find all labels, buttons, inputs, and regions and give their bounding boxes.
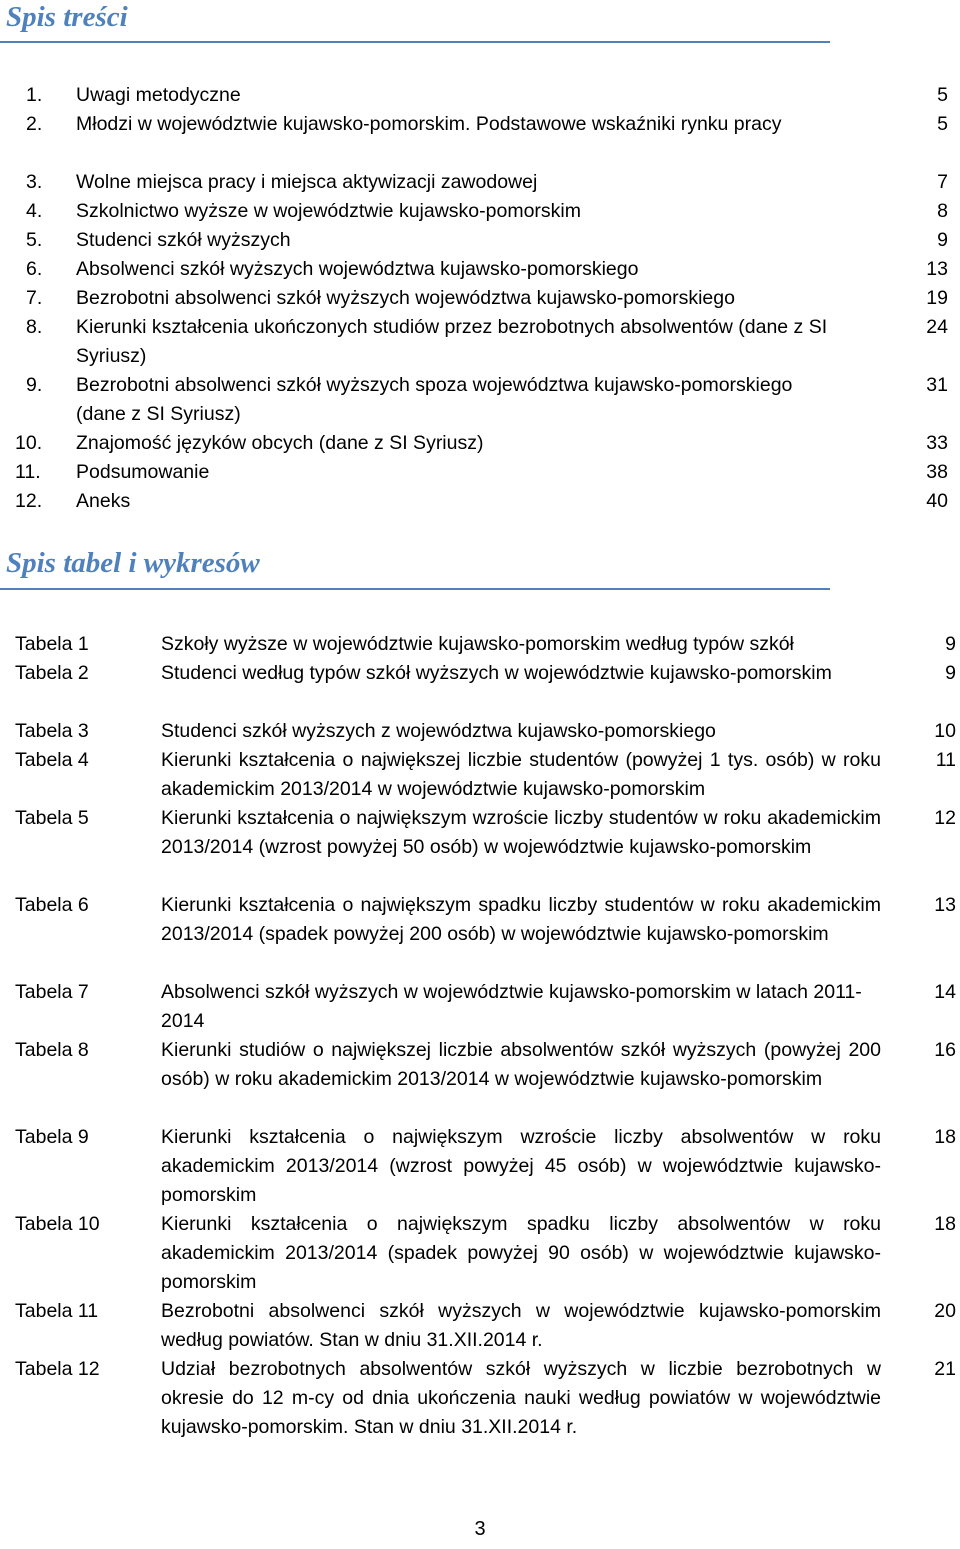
toc-item-title: Studenci szkół wyższych: [76, 229, 291, 251]
table-list-title: Studenci szkół wyższych z województwa kujawsko-pomorskiego: [161, 720, 716, 742]
toc-item-number: 3.: [26, 171, 43, 193]
toc-item-number: 10.: [15, 432, 43, 454]
toc-item-page: 24: [926, 316, 948, 338]
toc-item-title: Aneks: [76, 490, 131, 512]
table-list-title: Szkoły wyższe w województwie kujawsko-pomorskim według typów szkół: [161, 633, 794, 655]
table-list-page: 9: [945, 633, 956, 655]
toc-item-number: 9.: [26, 374, 43, 396]
table-list-label: Tabela 5: [15, 807, 89, 829]
table-list-page: 12: [934, 807, 956, 829]
table-list-page: 16: [934, 1039, 956, 1061]
table-list-page: 10: [934, 720, 956, 742]
table-list-title: Absolwenci szkół wyższych w województwie kujawsko-pomorskim w latach 2011-2014: [161, 981, 862, 1032]
table-list-label: Tabela 2: [15, 662, 89, 684]
table-list-page: 18: [934, 1126, 956, 1148]
toc-item-number: 11.: [15, 461, 41, 483]
toc-item-number: 7.: [26, 287, 43, 309]
toc-item-title: Szkolnictwo wyższe w województwie kujawsko-pomorskim: [76, 200, 581, 222]
toc-item-page: 13: [926, 258, 948, 280]
table-list-page: 20: [934, 1300, 956, 1322]
table-list-label: Tabela 6: [15, 894, 89, 916]
table-list-title: Kierunki kształcenia o największym spadku liczby studentów w roku akademickim 2013/2014 (spadek powyżej 200 osób) w województwie kujawsko-pomorskim: [161, 894, 881, 945]
tables-heading: Spis tabel i wykresów: [6, 547, 260, 579]
table-list-label: Tabela 3: [15, 720, 89, 742]
toc-item-title: Kierunki kształcenia ukończonych studiów przez bezrobotnych absolwentów (dane z SI Syriusz): [76, 316, 828, 367]
toc-item-title: Uwagi metodyczne: [76, 84, 241, 106]
toc-item-number: 8.: [26, 316, 43, 338]
toc-item-title: Znajomość języków obcych (dane z SI Syriusz): [76, 432, 484, 454]
toc-item-page: 33: [926, 432, 948, 454]
table-list-label: Tabela 11: [15, 1300, 99, 1322]
table-list-page: 18: [934, 1213, 956, 1235]
toc-item-page: 7: [937, 171, 948, 193]
table-list-label: Tabela 10: [15, 1213, 100, 1235]
toc-item-number: 1.: [26, 84, 43, 106]
toc-item-page: 31: [926, 374, 948, 396]
toc-item-page: 9: [937, 229, 948, 251]
table-list-title: Udział bezrobotnych absolwentów szkół wyższych w liczbie bezrobotnych w okresie do 12 m-cy od dnia ukończenia nauki według powiatów w województwie kujawsko-pomorskim. Stan w dniu 31.XII.2014 r.: [161, 1358, 881, 1438]
toc-item-page: 5: [937, 113, 948, 135]
toc-item-page: 38: [926, 461, 948, 483]
toc-item-page: 5: [937, 84, 948, 106]
table-list-title: Bezrobotni absolwenci szkół wyższych w województwie kujawsko-pomorskim według powiatów. Stan w dniu 31.XII.2014 r.: [161, 1300, 881, 1351]
table-list-label: Tabela 7: [15, 981, 89, 1003]
toc-item-title: Młodzi w województwie kujawsko-pomorskim. Podstawowe wskaźniki rynku pracy: [76, 113, 782, 135]
table-list-label: Tabela 9: [15, 1126, 89, 1148]
table-list-label: Tabela 8: [15, 1039, 89, 1061]
toc-item-number: 12.: [15, 490, 43, 512]
table-list-page: 9: [945, 662, 956, 684]
toc-item-number: 2.: [26, 113, 43, 135]
toc-item-page: 8: [937, 200, 948, 222]
table-list-label: Tabela 1: [15, 633, 89, 655]
table-list-page: 13: [934, 894, 956, 916]
table-list-page: 21: [934, 1358, 956, 1380]
table-list-title: Kierunki kształcenia o największym wzroście liczby absolwentów w roku akademickim 2013/2014 (wzrost powyżej 45 osób) w województwie kujawsko-pomorskim: [161, 1126, 881, 1206]
table-list-label: Tabela 4: [15, 749, 89, 771]
toc-item-number: 4.: [26, 200, 43, 222]
table-list-title: Studenci według typów szkół wyższych w województwie kujawsko-pomorskim: [161, 662, 832, 684]
table-list-label: Tabela 12: [15, 1358, 100, 1380]
table-list-title: Kierunki studiów o największej liczbie absolwentów szkół wyższych (powyżej 200 osób) w roku akademickim 2013/2014 w województwie kujawsko-pomorskim: [161, 1039, 881, 1090]
toc-item-number: 5.: [26, 229, 43, 251]
toc-item-page: 40: [926, 490, 948, 512]
table-list-title: Kierunki kształcenia o największej liczbie studentów (powyżej 1 tys. osób) w roku akademickim 2013/2014 w województwie kujawsko-pomorskim: [161, 749, 881, 800]
table-list-title: Kierunki kształcenia o największym spadku liczby absolwentów w roku akademickim 2013/2014 (spadek powyżej 90 osób) w województwie kujawsko-pomorskim: [161, 1213, 881, 1293]
tables-heading-rule: [0, 588, 830, 590]
toc-heading-rule: [0, 41, 830, 43]
toc-item-page: 19: [926, 287, 948, 309]
toc-item-title: Wolne miejsca pracy i miejsca aktywizacji zawodowej: [76, 171, 538, 193]
toc-item-title: Bezrobotni absolwenci szkół wyższych województwa kujawsko-pomorskiego: [76, 287, 735, 309]
toc-item-title: Bezrobotni absolwenci szkół wyższych spoza województwa kujawsko-pomorskiego (dane z SI Syriusz): [76, 374, 793, 425]
page-number: 3: [474, 1518, 486, 1540]
toc-item-title: Absolwenci szkół wyższych województwa kujawsko-pomorskiego: [76, 258, 639, 280]
toc-item-title: Podsumowanie: [76, 461, 210, 483]
toc-heading: Spis treści: [6, 1, 128, 33]
toc-item-number: 6.: [26, 258, 43, 280]
table-list-page: 11: [935, 749, 956, 771]
table-list-page: 14: [934, 981, 956, 1003]
table-list-title: Kierunki kształcenia o największym wzroście liczby studentów w roku akademickim 2013/2014 (wzrost powyżej 50 osób) w województwie kujawsko-pomorskim: [161, 807, 881, 858]
